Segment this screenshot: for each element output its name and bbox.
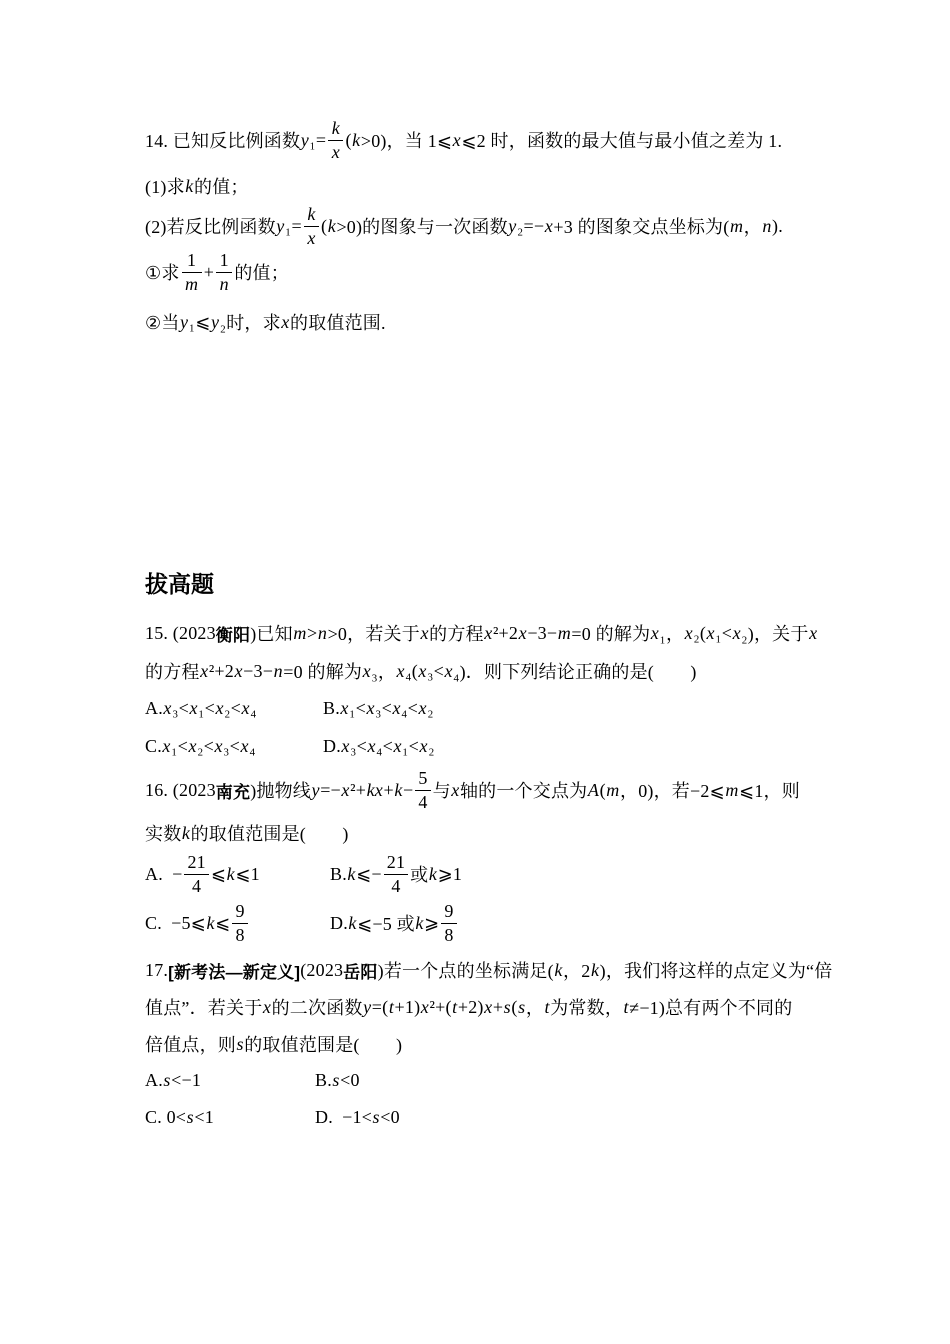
problem-15-option-b: B. x ₁< x ₃< x ₄< x ₂	[323, 697, 434, 718]
problem-16-option-d: D. k ⩽−5 或 k ⩾ $\frac{9}{8}$	[330, 895, 459, 951]
problem-14-part-2: (2)若反比例函数 y ₁= $\frac{k}{x}$ ( k >0)的图象与一次函数 y ₂=− x +3 的图象交点坐标为( m ， n ).	[145, 203, 783, 248]
problem-14-line-1: 14. 已知反比例函数 y ₁= $\frac{k}{x}$ ( k >0)，当 1⩽ x ⩽2 时，函数的最大值与最小值之差为 1.	[145, 117, 783, 162]
problem-16-line-1: 16. (2023 南充 )抛物线 y =− x ²+ kx + k − $\frac{5}{4}$ 与 x 轴的一个交点为 A ( m ，0)，若−2⩽ m ⩽1，则	[145, 767, 800, 812]
problem-17-option-b: B. s <0	[315, 1069, 360, 1090]
problem-17-option-a: A. s <−1	[145, 1069, 202, 1090]
problem-16-option-a: A. − $\frac{21}{4}$ ⩽ k ⩽1	[145, 851, 260, 896]
problem-15-line-1: 15. (2023 衡阳 )已知 m > n >0，若关于 x 的方程 x ²+2 x −3− m =0 的解为 x ₁， x ₂( x ₁< x ₂)，关于 x	[145, 622, 818, 645]
problem-17-line-3: 倍值点，则 s 的取值范围是( )	[145, 1033, 403, 1055]
problem-17-option-c: C. 0< s <1	[145, 1106, 214, 1127]
problem-14-part-2-sub-1: ①求 $\frac{1}{m}$ + $\frac{1}{n}$ 的值；	[145, 249, 289, 294]
problem-16-line-2: 实数 k 的取值范围是( )	[145, 822, 349, 844]
problem-16-option-b: B. k ⩽− $\frac{21}{4}$ 或 k ⩾1	[330, 851, 463, 896]
problem-17-option-d: D. −1< s <0	[315, 1106, 400, 1127]
problem-15-option-c: C. x ₁< x ₂< x ₃< x ₄	[145, 735, 256, 756]
problem-16-option-c: C. −5⩽ k ⩽ $\frac{9}{8}$	[145, 895, 250, 951]
problem-14-part-1: (1)求 k 的值；	[145, 175, 249, 197]
problem-17-line-1: 17. [新考法—新定义] (2023 岳阳 )若一个点的坐标满足( k ，2 k )，我们将这样的点定义为“倍	[145, 959, 833, 982]
problem-15-option-a: A. x ₃< x ₁< x ₂< x ₄	[145, 697, 257, 718]
section-header-advanced-problems: 拔高题	[145, 571, 214, 597]
problem-14-part-2-sub-2: ②当 y ₁⩽ y ₂时，求 x 的取值范围.	[145, 311, 386, 333]
problem-15-line-2: 的方程 x ²+2 x −3− n =0 的解为 x ₃， x ₄( x ₃< x ₄)．则下列结论正确的是( )	[145, 660, 697, 682]
problem-17-line-2: 值点”．若关于 x 的二次函数 y =( t +1) x ²+( t +2) x + s ( s ， t 为常数， t ≠−1)总有两个不同的	[145, 996, 793, 1018]
problem-15-option-d: D. x ₃< x ₄< x ₁< x ₂	[323, 735, 435, 756]
